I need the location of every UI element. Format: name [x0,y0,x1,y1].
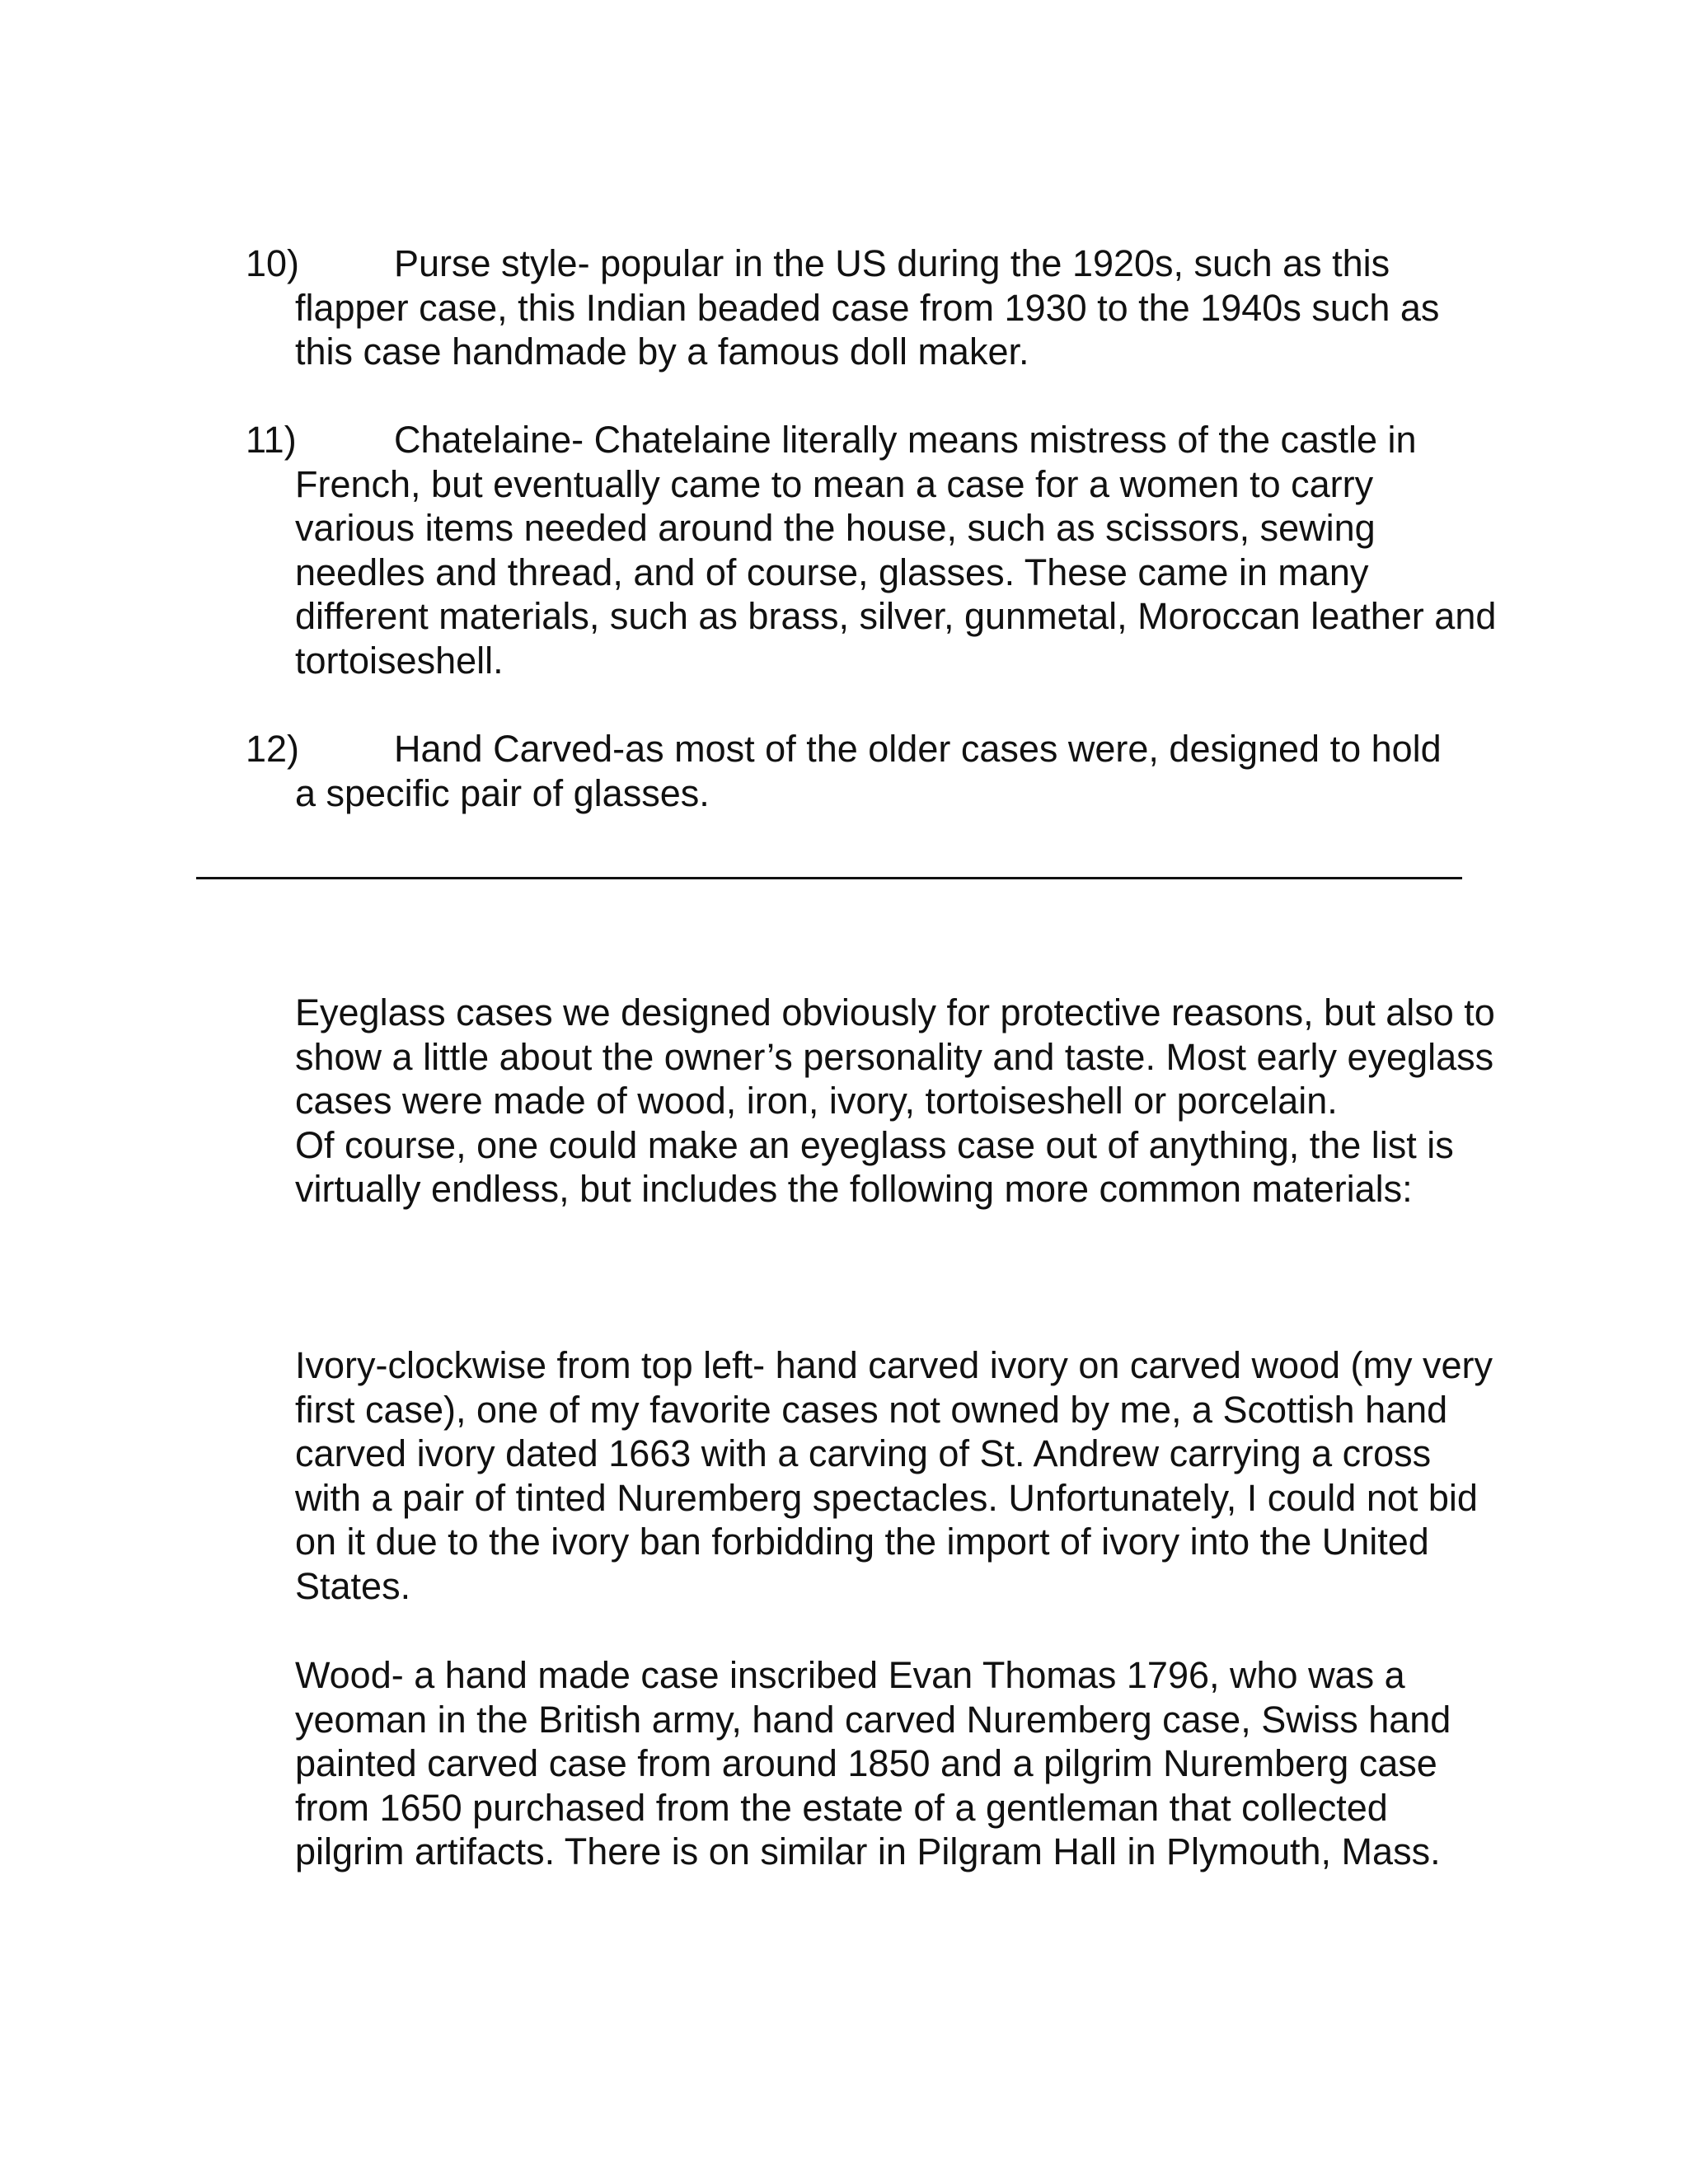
list-item-first-line [246,727,1498,771]
paragraph-line: Ivory-clockwise from top left- hand carved ivory on carved wood (my very first case), one of my favorite cases not owned by me, a Scottish hand carved ivory dated 1663 with a carving of St. Andrew carrying a cross with a pair of tinted Nuremberg spectacles. Unfortunately, I could not bid on it due to the ivory ban forbidding the import of ivory into the United States. [295,1344,1493,1607]
list-item-continuation: French, but eventually came to mean a case for a women to carry various items needed around the house, such as scissors, sewing needles and thread, and of course, glasses. These came in many different materials, such as brass, silver, gunmetal, Moroccan leather and tortoiseshell. [295,462,1497,682]
list-item-10 [246,241,1498,374]
list-item-11 [246,418,1498,682]
list-item-number: 11) [246,419,297,461]
horizontal-divider [196,877,1462,879]
paragraph-wood [295,1653,1498,1874]
list-item-first-line [246,241,1498,286]
list-item-lead-text: Chatelaine- Chatelaine literally means mistress of the castle in [394,419,1417,461]
paragraph-line: Wood- a hand made case inscribed Evan Thomas 1796, who was a yeoman in the British army, hand carved Nuremberg case, Swiss hand painted carved case from around 1850 and a pilgrim Nuremberg case from 1650 purchased from the estate of a gentleman that collected pilgrim artifacts. There is on similar in Pilgram Hall in Plymouth, Mass. [295,1654,1451,1872]
list-item-lead-text: Hand Carved-as most of the older cases were, designed to hold [394,728,1442,770]
list-item-continuation: flapper case, this Indian beaded case from 1930 to the 1940s such as this case handmade by a famous doll maker. [295,286,1440,373]
list-item-number: 12) [246,728,300,770]
list-item-continuation: a specific pair of glasses. [295,771,710,814]
paragraph-intro [295,991,1498,1212]
paragraph-line: Eyeglass cases we designed obviously for protective reasons, but also to show a little about the owner’s personality and taste. Most early eyeglass cases were made of wood, iron, ivory, tortoiseshell or porcelain. [295,991,1495,1122]
paragraph-line: Of course, one could make an eyeglass case out of anything, the list is virtually endless, but includes the following more common materials: [295,1123,1454,1210]
list-item-first-line [246,418,1498,462]
paragraph-ivory [295,1343,1498,1608]
list-item-number: 10) [246,242,300,284]
list-item-lead-text: Purse style- popular in the US during the 1920s, such as this [394,242,1390,284]
list-item-12 [246,727,1498,815]
